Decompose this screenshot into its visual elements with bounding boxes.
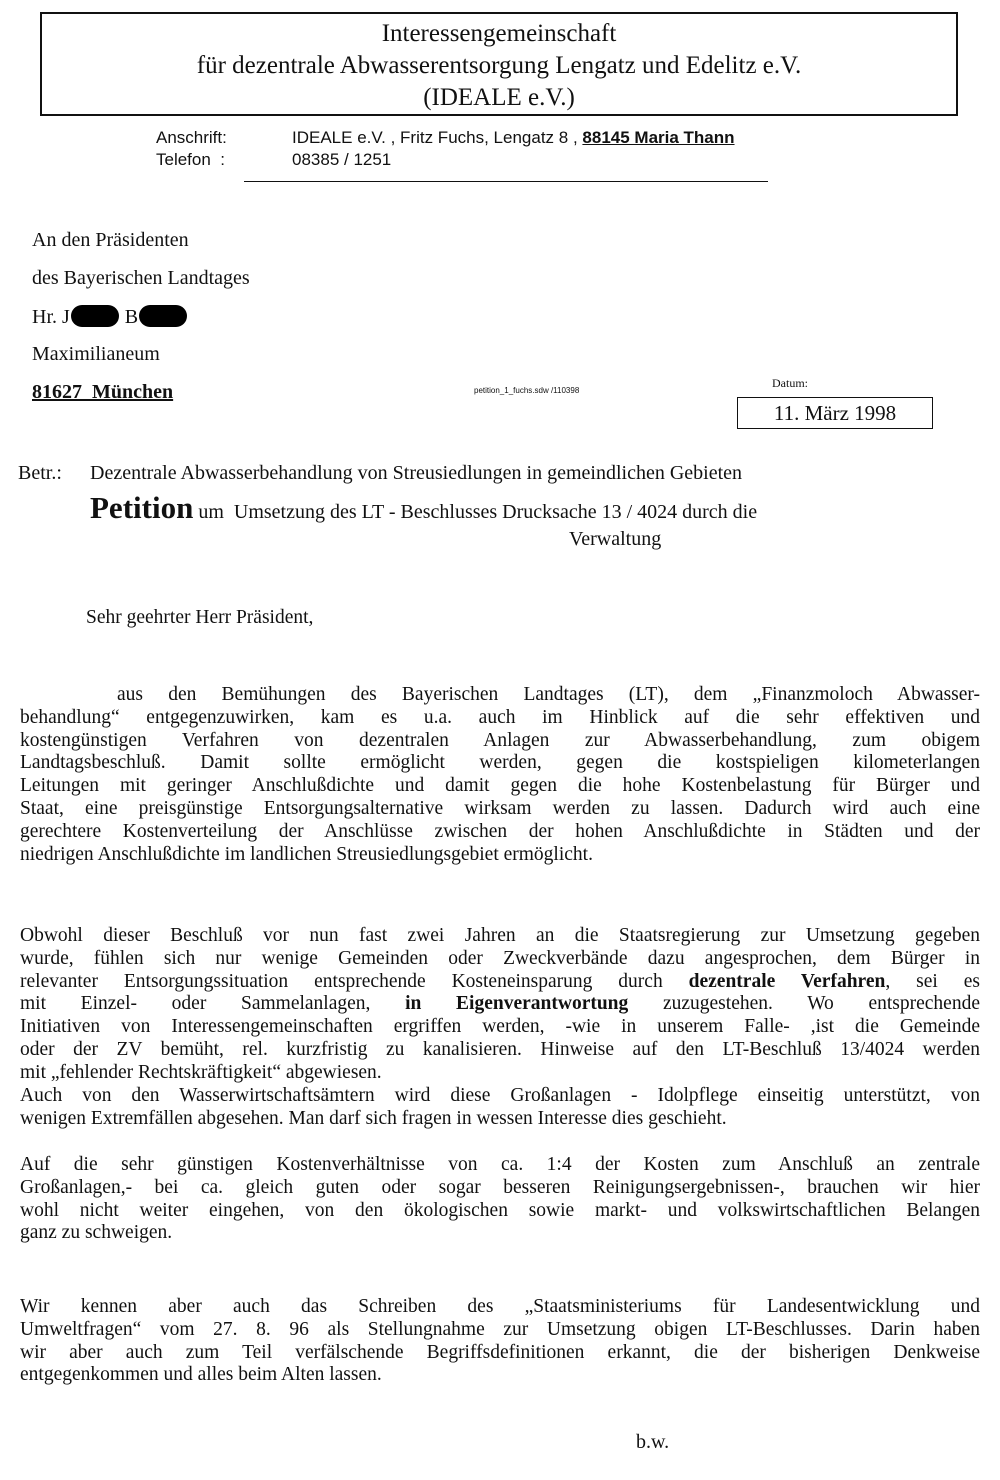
paragraph-line: mit „fehlender Rechtskräftigkeit“ abgewiesen. (20, 1061, 382, 1083)
paragraph-3 (20, 1085, 980, 1131)
paragraph-1 (20, 684, 980, 866)
org-name-line2: für dezentrale Abwasserentsorgung Lengatz und Edelitz e.V. (196, 52, 802, 79)
subject-line3: Verwaltung (569, 528, 662, 550)
address-divider (244, 181, 768, 182)
text-run: , sei es (885, 970, 981, 992)
emphasis-eigenverantwortung: in Eigenverantwortung (405, 993, 629, 1015)
paragraph-line: Auch von den Wasserwirtschaftsämtern wird diese Großanlagen - Idolpflege einseitig unterstützt, von (20, 1085, 980, 1106)
subject-line2-text: um Umsetzung des LT - Beschlusses Drucksache 13 / 4024 durch die (193, 501, 758, 523)
recipient-name (32, 305, 188, 329)
phone-value: 08385 / 1251 (292, 150, 392, 169)
paragraph-line: Auf die sehr günstigen Kostenverhältnisse von ca. 1:4 der Kosten zum Anschluß an zentrale (20, 1154, 980, 1175)
paragraph-line: Landtagsbeschluß. Damit sollte ermöglicht werden, gegen die kostspieligen kilometerlangen (20, 752, 980, 774)
subject-label: Betr.: (18, 462, 62, 484)
paragraph-line: wurde, fühlen sich nur wenige Gemeinden oder Zweckverbände dazu angesprochen, dem Bürger in (20, 947, 980, 969)
subject-line1: Dezentrale Abwasserbehandlung von Streusiedlungen in gemeindlichen Gebieten (90, 462, 743, 484)
paragraph-line: ganz zu schweigen. (20, 1222, 173, 1244)
recipient-line4: Maximilianeum (32, 343, 160, 365)
date-label: Datum: (772, 376, 808, 390)
redaction-mark (139, 305, 187, 327)
file-reference: petition_1_fuchs.sdw /110398 (474, 386, 580, 395)
paragraph-line: wenigen Extremfällen abgesehen. Man darf sich fragen in wessen Interesse dies geschieht. (20, 1107, 727, 1129)
paragraph-line: Leitungen mit geringer Anschlußdichte und damit gegen die hohe Kostenbelastung für Bürger und (20, 775, 980, 797)
paragraph-line: gerechtere Kostenverteilung der Anschlüsse zwischen der hohen Anschlußdichte in Städten und der (20, 820, 980, 842)
org-name-line1: Interessengemeinschaft (381, 20, 617, 47)
text-run: relevanter Entsorgungssituation entsprechende Kosteneinsparung durch (20, 970, 663, 992)
text-run: zuzugestehen. Wo entsprechende (662, 993, 980, 1015)
address-value (292, 128, 735, 148)
recipient-line2: des Bayerischen Landtages (32, 267, 250, 289)
recipient-name-prefix: Hr. J (32, 306, 70, 328)
recipient-name-initial: B (124, 306, 139, 328)
org-name-line3: (IDEALE e.V.) (423, 84, 575, 111)
continued-note: b.w. (636, 1431, 670, 1453)
address-label: Anschrift: (156, 128, 227, 147)
paragraph-4 (20, 1154, 980, 1245)
text-run: mit Einzel- oder Sammelanlagen, (20, 993, 371, 1015)
paragraph-line: niedrigen Anschlußdichte im landlichen Streusiedlungsgebiet ermöglicht. (20, 843, 593, 865)
salutation: Sehr geehrter Herr Präsident, (86, 607, 314, 628)
paragraph-line: Obwohl dieser Beschluß vor nun fast zwei Jahren an die Staatsregierung zur Umsetzung gegeben (20, 925, 980, 946)
paragraph-line: behandlung“ entgegenzuwirken, kam es u.a. auch im Hinblick auf die sehr effektiven und (20, 706, 980, 728)
paragraph-line (20, 993, 980, 1016)
paragraph-line (20, 971, 980, 994)
paragraph-5 (20, 1296, 980, 1387)
paragraph-line: aus den Bemühungen des Bayerischen Landtages (LT), dem „Finanzmoloch Abwasser- (117, 684, 980, 705)
paragraph-line: Initiativen von Interessengemeinschaften ergriffen werden, -wie in unserem Falle- ,ist die Gemeinde (20, 1016, 980, 1038)
recipient-line1: An den Präsidenten (32, 229, 189, 251)
address-city: 88145 Maria Thann (582, 128, 735, 147)
paragraph-line: entgegenkommen und alles beim Alten lassen. (20, 1364, 382, 1386)
paragraph-line: kostengünstigen Verfahren von dezentralen Anlagen zur Abwasserbehandlung, zum obigem (20, 729, 980, 751)
paragraph-line: Staat, eine preisgünstige Entsorgungsalternative wirksam werden zu lassen. Dadurch wird auch eine (20, 797, 980, 819)
organization-header (40, 12, 958, 116)
recipient-city: 81627 München (32, 381, 174, 403)
paragraph-line: oder der ZV bemüht, rel. kurzfristig zu kanalisieren. Hinweise auf den LT-Beschluß 13/4024 werden (20, 1038, 980, 1060)
paragraph-2 (20, 925, 980, 1085)
date-box: 11. März 1998 (737, 397, 933, 429)
subject-line2 (90, 490, 757, 526)
emphasis-dezentrale-verfahren: dezentrale Verfahren (688, 970, 886, 992)
redaction-mark (71, 305, 119, 327)
paragraph-line: Wir kennen aber auch das Schreiben des „Staatsministeriums für Landesentwicklung und (20, 1296, 980, 1317)
paragraph-line: Umweltfragen“ vom 27. 8. 96 als Stellungnahme zur Umsetzung obigen LT-Beschlusses. Darin haben (20, 1318, 980, 1340)
petition-word: Petition (90, 490, 194, 525)
paragraph-line: wohl nicht weiter eingehen, von den ökologischen sowie markt- und volkswirtschaftlichen Belangen (20, 1199, 980, 1221)
paragraph-line: wir aber auch zum Teil verfälschende Begriffsdefinitionen erkannt, die der bisherigen Denkweise (20, 1341, 980, 1363)
phone-label: Telefon : (156, 150, 225, 169)
address-street: IDEALE e.V. , Fritz Fuchs, Lengatz 8 , (292, 128, 578, 147)
paragraph-line: Großanlagen,- bei ca. gleich guten oder sogar besseren Reinigungsergebnissen-, brauchen wir hier (20, 1176, 980, 1198)
